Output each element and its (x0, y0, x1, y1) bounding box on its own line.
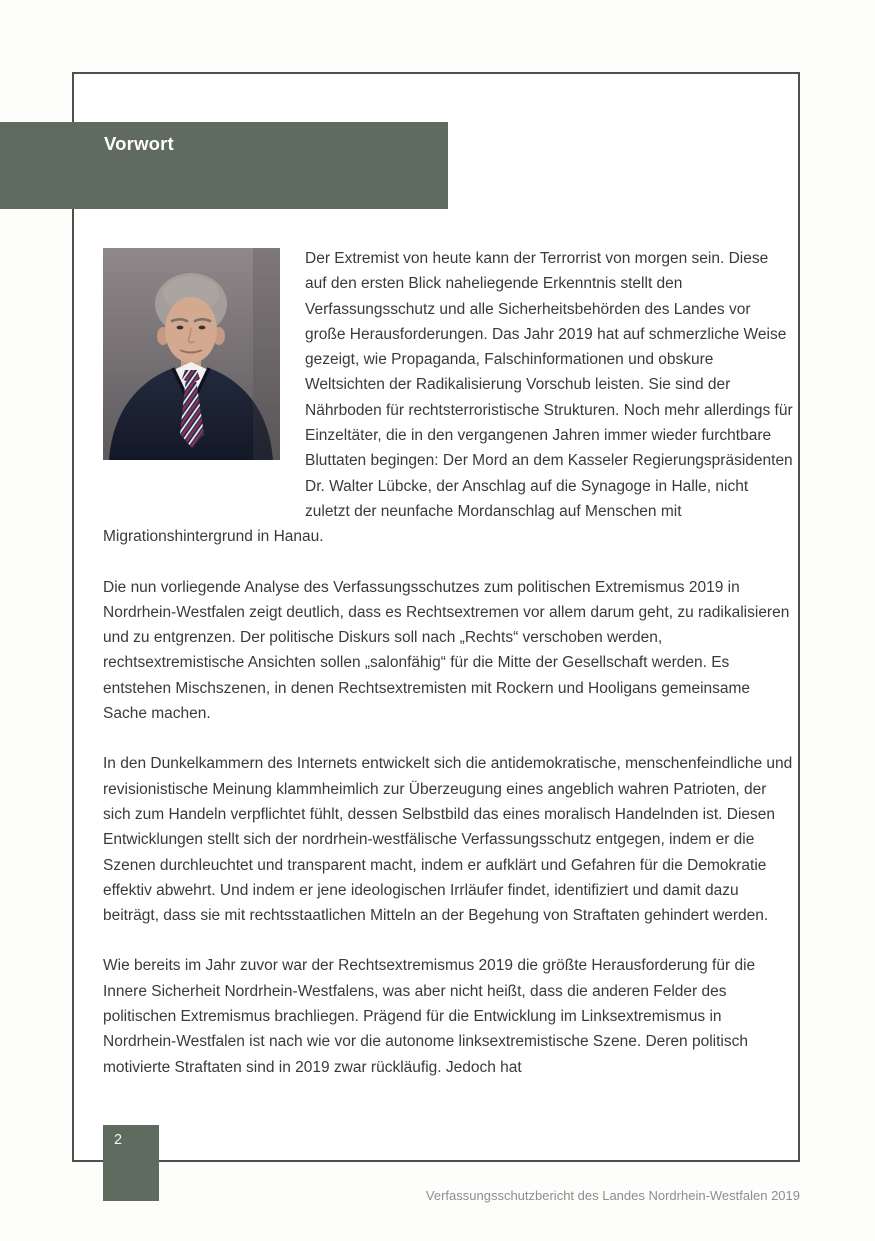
section-header-band (0, 122, 448, 209)
paragraph-analysis: Die nun vorliegende Analyse des Verfassungsschutzes zum politischen Extremismus 2019 in Nordrhein-Westfalen zeigt deutlich, dass es Rechtsextremen vor allem darum geht, zu radikalisieren und zu entgrenzen. Der politische Diskurs soll nach „Rechts“ verschoben werden, rechtsextremistische Ansichten sollen „salonfähig“ für die Mitte der Gesellschaft werden. Es entstehen Mischszenen, in denen Rechtsextremisten mit Rockern und Hooligans gemeinsame Sache machen. (103, 578, 790, 723)
page-number-box (103, 1125, 159, 1201)
section-title: Vorwort (104, 133, 174, 154)
paragraph-outlook: Wie bereits im Jahr zuvor war der Rechtsextremismus 2019 die größte Herausforderung für die Innere Sicherheit Nordrhein-Westfalens, was aber nicht heißt, dass die anderen Felder des politischen Extremismus brachliegen. Prägend für die Entwicklung im Linksextremismus in Nordrhein-Westfalen ist nach wie vor die autonome linksextremistische Szene. Deren politisch motivierte Straftaten sind in 2019 zwar rückläufig. Jedoch hat (103, 957, 756, 1076)
paragraph-internet: In den Dunkelkammern des Internets entwickelt sich die antidemokratische, menschenfeindliche und revisionistische Meinung klammheimlich zur Überzeugung eines angeblich wahren Patrioten, der sich zum Handeln verpflichtet fühlt, dessen Selbstbild das eines moralisch Handelnden ist. Diesen Entwicklungen stellt sich der nordrhein-westfälische Verfassungsschutz entgegen, indem er die Szenen durchleuchtet und transparent macht, indem er aufklärt und Gefahren für die Demokratie effektiv abwehrt. Und indem er jene ideologischen Irrläufer findet, identifiziert und damit dazu beiträgt, dass sie mit rechtsstaatlichen Mitteln an der Begehung von Straftaten gehindert werden. (103, 755, 793, 925)
report-footer (72, 1187, 800, 1204)
page-number: 2 (114, 1132, 123, 1148)
body-content (103, 246, 793, 1105)
footer-text: Verfassungsschutzbericht des Landes Nordrhein-Westfalen 2019 (425, 1188, 800, 1203)
minister-portrait-photo (103, 248, 280, 460)
paragraph-intro: Der Extremist von heute kann der Terrorrist von morgen sein. Diese auf den ersten Blick naheliegende Erkenntnis stellt den Verfassungsschutz und alle Sicherheitsbehörden des Landes vor große Herausforderungen. Das Jahr 2019 hat auf schmerzliche Weise gezeigt, wie Propaganda, Falschinformationen und obskure Weltsichten der Radikalisierung Vorschub leisten. Sie sind der Nährboden für rechtsterroristische Strukturen. Noch mehr allerdings für Einzeltäter, die in den vergangenen Jahren immer wieder furchtbare Bluttaten begingen: Der Mord an dem Kasseler Regierungspräsidenten Dr. Walter Lübcke, der Anschlag auf die Synagoge in Halle, nicht zuletzt der neunfache Mordanschlag auf Menschen mit Migrationshintergrund in Hanau. (103, 250, 793, 546)
